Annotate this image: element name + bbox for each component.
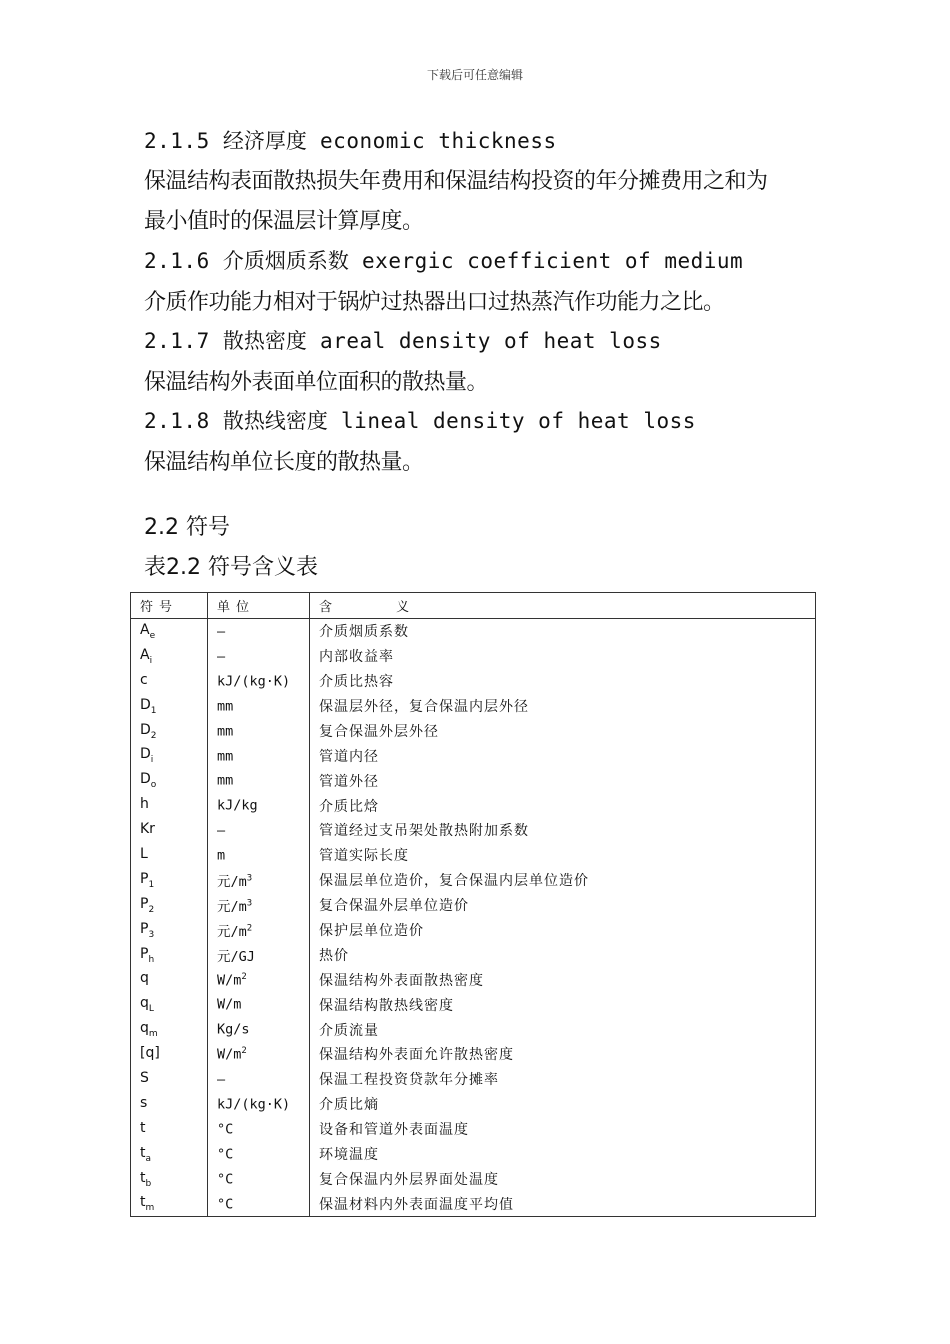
section-title-cn: 散热线密度 (222, 409, 328, 433)
section-2-1-8-heading (144, 405, 696, 435)
table-row (131, 1142, 816, 1167)
symbol-subscript: i (149, 655, 153, 666)
header-unit: 单位 (208, 593, 310, 619)
symbol-cell (131, 1092, 208, 1117)
unit-cell (208, 942, 310, 967)
unit-cell (208, 1067, 310, 1092)
section-title-en: exergic coefficient of medium (362, 249, 744, 273)
symbol-cell (131, 942, 208, 967)
meaning-cell: 介质流量 (310, 1017, 816, 1042)
symbol-text: t (140, 1194, 146, 1211)
unit-cell (208, 1092, 310, 1117)
unit-cell (208, 718, 310, 743)
unit-text: 元/m (217, 874, 247, 891)
table-row (131, 718, 816, 743)
symbol-cell (131, 644, 208, 669)
meaning-cell: 管道内径 (310, 743, 816, 768)
symbol-cell (131, 818, 208, 843)
table-header-row (131, 593, 816, 619)
unit-cell (208, 644, 310, 669)
symbol-cell (131, 893, 208, 918)
symbol-subscript: 2 (148, 904, 155, 915)
unit-text: W/m (217, 996, 242, 1013)
unit-text: kJ/(kg·K) (217, 1096, 291, 1113)
symbol-text: L (140, 845, 148, 862)
table-row (131, 669, 816, 694)
paragraph-2-1-5-line1: 保温结构表面散热损失年费用和保温结构投资的年分摊费用之和为 (144, 169, 768, 194)
unit-cell (208, 694, 310, 719)
symbol-subscript: i (150, 755, 154, 766)
section-2-1-6-heading (144, 245, 743, 275)
symbol-cell (131, 1117, 208, 1142)
table-row (131, 1067, 816, 1092)
table-row (131, 743, 816, 768)
meaning-cell: 管道实际长度 (310, 843, 816, 868)
meaning-cell: 管道经过支吊架处散热附加系数 (310, 818, 816, 843)
meaning-cell: 内部收益率 (310, 644, 816, 669)
unit-cell (208, 843, 310, 868)
table-row (131, 1042, 816, 1067)
symbol-subscript: h (148, 954, 155, 965)
header-symbol: 符号 (131, 593, 208, 619)
unit-cell (208, 768, 310, 793)
meaning-cell: 保护层单位造价 (310, 918, 816, 943)
symbol-text: P (140, 870, 149, 887)
symbol-cell (131, 768, 208, 793)
unit-cell (208, 1191, 310, 1216)
unit-cell (208, 1117, 310, 1142)
symbol-cell (131, 1191, 208, 1216)
symbol-subscript: b (145, 1178, 152, 1189)
section-number: 2.1.8 (144, 409, 210, 433)
symbol-text: A (140, 646, 150, 663)
symbol-subscript: 3 (148, 929, 155, 940)
meaning-cell: 复合保温外层外径 (310, 718, 816, 743)
meaning-cell: 热价 (310, 942, 816, 967)
meaning-cell: 保温结构外表面散热密度 (310, 967, 816, 992)
unit-cell (208, 1017, 310, 1042)
unit-cell (208, 992, 310, 1017)
section-title-cn: 经济厚度 (222, 129, 307, 153)
meaning-cell: 保温工程投资贷款年分摊率 (310, 1067, 816, 1092)
meaning-cell: 保温结构外表面允许散热密度 (310, 1042, 816, 1067)
unit-text: mm (217, 772, 234, 789)
page-header: 下载后可任意编辑 (426, 68, 523, 82)
symbol-subscript: 1 (150, 705, 157, 716)
symbol-subscript: o (150, 780, 157, 791)
header-meaning: 含 义 (310, 593, 816, 619)
table-body (131, 618, 816, 1216)
symbol-text: P (140, 945, 149, 962)
symbol-cell (131, 1042, 208, 1067)
unit-superscript: 2 (241, 971, 247, 982)
meaning-cell: 介质比熵 (310, 1092, 816, 1117)
table-row (131, 1166, 816, 1191)
paragraph-2-1-5-line2: 最小值时的保温层计算厚度。 (144, 209, 424, 234)
symbol-subscript: 1 (148, 879, 155, 890)
symbol-subscript: 2 (150, 730, 157, 741)
table-row (131, 1117, 816, 1142)
meaning-cell: 复合保温外层单位造价 (310, 893, 816, 918)
symbol-text: [q] (140, 1045, 160, 1062)
symbol-cell (131, 694, 208, 719)
section-title-en: areal density of heat loss (320, 329, 662, 353)
symbol-subscript: e (149, 630, 156, 641)
meaning-cell: 介质比焓 (310, 793, 816, 818)
unit-text: °C (217, 1171, 234, 1188)
symbol-subscript: a (145, 1153, 152, 1164)
symbol-cell (131, 918, 208, 943)
unit-cell (208, 1142, 310, 1167)
unit-text: — (217, 1071, 226, 1088)
unit-superscript: 2 (241, 1046, 247, 1057)
symbol-cell (131, 793, 208, 818)
symbol-text: D (140, 746, 151, 763)
meaning-cell: 环境温度 (310, 1142, 816, 1167)
meaning-cell: 管道外径 (310, 768, 816, 793)
symbol-cell (131, 1142, 208, 1167)
table-row (131, 942, 816, 967)
unit-text: °C (217, 1196, 234, 1213)
table-row (131, 818, 816, 843)
symbol-text: P (140, 895, 149, 912)
unit-text: — (217, 648, 226, 665)
unit-text: °C (217, 1121, 234, 1138)
symbol-text: h (140, 796, 149, 813)
unit-text: — (217, 822, 226, 839)
section-number: 2.1.5 (144, 129, 210, 153)
symbol-subscript: L (148, 1004, 154, 1015)
symbol-text: D (140, 771, 151, 788)
unit-cell (208, 743, 310, 768)
symbol-cell (131, 1067, 208, 1092)
symbol-cell (131, 743, 208, 768)
table-row (131, 868, 816, 893)
symbol-cell (131, 718, 208, 743)
section-title-en: lineal density of heat loss (341, 409, 696, 433)
paragraph-2-1-8: 保温结构单位长度的散热量。 (144, 450, 424, 475)
unit-cell (208, 618, 310, 643)
section-number: 2.1.7 (144, 329, 210, 353)
section-2-1-7-heading (144, 325, 662, 355)
unit-cell (208, 1042, 310, 1067)
section-2-1-5-heading (144, 125, 557, 155)
symbol-text: s (140, 1094, 148, 1111)
meaning-cell: 保温层单位造价，复合保温内层单位造价 (310, 868, 816, 893)
section-title-en: economic thickness (320, 129, 557, 153)
meaning-cell: 设备和管道外表面温度 (310, 1117, 816, 1142)
section-title-cn: 散热密度 (222, 329, 307, 353)
meaning-cell: 保温层外径，复合保温内层外径 (310, 694, 816, 719)
symbol-text: D (140, 696, 151, 713)
symbol-text: q (140, 970, 149, 987)
symbol-cell (131, 967, 208, 992)
table-row (131, 1092, 816, 1117)
unit-cell (208, 868, 310, 893)
symbol-text: S (140, 1069, 149, 1086)
meaning-cell: 介质比热容 (310, 669, 816, 694)
table-row (131, 967, 816, 992)
unit-text: 元/GJ (217, 948, 255, 965)
symbol-text: P (140, 920, 149, 937)
table-row (131, 618, 816, 643)
symbol-text: D (140, 721, 151, 738)
table-row (131, 893, 816, 918)
table-caption: 表2.2 符号含义表 (144, 555, 318, 580)
unit-cell (208, 669, 310, 694)
unit-text: mm (217, 698, 234, 715)
section-2-2-heading: 2.2 符号 (144, 515, 230, 540)
symbol-text: t (140, 1119, 146, 1136)
symbol-text: c (140, 671, 148, 688)
symbol-cell (131, 1166, 208, 1191)
symbol-text: Kr (140, 821, 155, 838)
unit-cell (208, 918, 310, 943)
symbol-cell (131, 618, 208, 643)
unit-superscript: 3 (246, 898, 253, 909)
unit-cell (208, 893, 310, 918)
table-row (131, 843, 816, 868)
section-number: 2.1.6 (144, 249, 210, 273)
unit-text: kJ/kg (217, 797, 258, 814)
meaning-cell: 保温材料内外表面温度平均值 (310, 1191, 816, 1216)
unit-text: Kg/s (217, 1021, 250, 1038)
table-row (131, 768, 816, 793)
symbol-subscript: m (148, 1028, 158, 1039)
unit-text: mm (217, 723, 234, 740)
paragraph-2-1-7: 保温结构外表面单位面积的散热量。 (144, 370, 489, 395)
meaning-cell: 保温结构散热线密度 (310, 992, 816, 1017)
unit-cell (208, 793, 310, 818)
symbol-table (130, 592, 816, 1217)
section-title-cn: 介质烟质系数 (222, 249, 349, 273)
unit-text: W/m (217, 972, 242, 989)
symbol-text: A (140, 621, 150, 638)
symbol-text: q (140, 995, 149, 1012)
table-row (131, 793, 816, 818)
symbol-cell (131, 1017, 208, 1042)
table-row (131, 644, 816, 669)
unit-cell (208, 967, 310, 992)
unit-cell (208, 818, 310, 843)
table-row (131, 694, 816, 719)
table-row (131, 918, 816, 943)
unit-superscript: 3 (246, 873, 253, 884)
unit-text: °C (217, 1146, 234, 1163)
table-row (131, 992, 816, 1017)
symbol-text: t (140, 1169, 146, 1186)
symbol-text: q (140, 1020, 149, 1037)
symbol-text: t (140, 1144, 146, 1161)
symbol-cell (131, 669, 208, 694)
unit-superscript: 2 (246, 923, 253, 934)
symbol-cell (131, 992, 208, 1017)
meaning-cell: 介质烟质系数 (310, 618, 816, 643)
paragraph-2-1-6: 介质作功能力相对于锅炉过热器出口过热蒸汽作功能力之比。 (144, 290, 725, 315)
table-row (131, 1017, 816, 1042)
unit-text: 元/m (217, 924, 247, 941)
unit-text: mm (217, 748, 234, 765)
unit-text: 元/m (217, 899, 247, 916)
unit-text: W/m (217, 1046, 242, 1063)
unit-cell (208, 1166, 310, 1191)
table-row (131, 1191, 816, 1216)
symbol-cell (131, 843, 208, 868)
unit-text: m (217, 847, 226, 864)
meaning-cell: 复合保温内外层界面处温度 (310, 1166, 816, 1191)
unit-text: kJ/(kg·K) (217, 673, 291, 690)
symbol-cell (131, 868, 208, 893)
symbol-subscript: m (145, 1203, 155, 1214)
unit-text: — (217, 623, 226, 640)
